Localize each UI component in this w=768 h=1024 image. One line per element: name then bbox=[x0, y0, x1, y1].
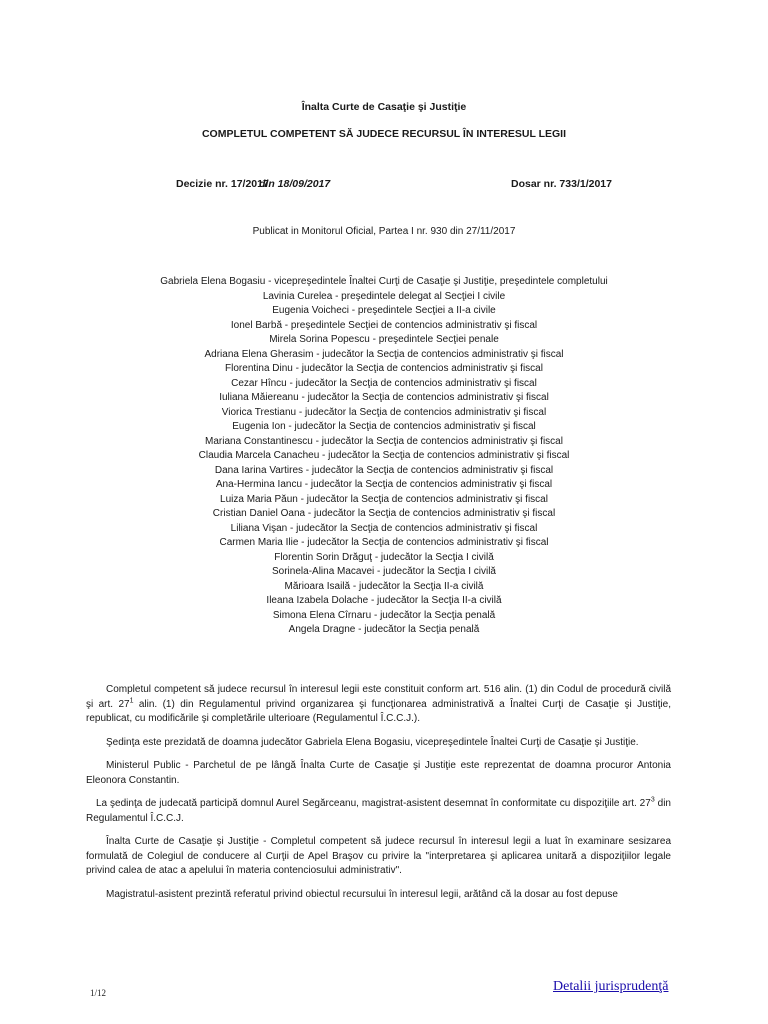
panel-member: Eugenia Ion - judecător la Secţia de contencios administrativ şi fiscal bbox=[232, 421, 536, 432]
panel-member: Claudia Marcela Canacheu - judecător la Secţia de contencios administrativ şi fiscal bbox=[198, 450, 570, 461]
paragraph-report: Magistratul-asistent prezintă referatul privind obiectul recursului în interesul legii, arătând că la dosar au fost depuse bbox=[106, 888, 618, 900]
paragraph-referral: Înalta Curte de Casaţie şi Justiţie - Completul competent să judece recursul în interesul legii a luat în examinare sesizarea formulată de Colegiul de conducere al Curţii de Apel Braşov cu privire la "interpretarea şi aplicarea unitară a dispoziţiilor legale privind calea de atac a apelului în materia contenciosului administrativ". bbox=[86, 836, 671, 876]
panel-member: Florentina Dinu - judecător la Secţia de contencios administrativ şi fiscal bbox=[225, 363, 543, 374]
decision-date: din 18/09/2017 bbox=[259, 178, 331, 190]
panel-member: Cristian Daniel Oana - judecător la Secţia de contencios administrativ şi fiscal bbox=[212, 508, 556, 519]
panel-member: Ileana Izabela Dolache - judecător la Secţia II-a civilă bbox=[266, 595, 502, 606]
paragraph-presiding: Şedinţa este prezidată de doamna judecător Gabriela Elena Bogasiu, vicepreşedintele Înaltei Curţi de Casaţie şi Justiţie. bbox=[106, 736, 639, 748]
dosar-number: Dosar nr. 733/1/2017 bbox=[511, 178, 612, 190]
panel-member: Dana Iarina Vartires - judecător la Secţia de contencios administrativ şi fiscal bbox=[214, 464, 554, 476]
panel-member: Cezar Hîncu - judecător la Secţia de contencios administrativ şi fiscal bbox=[231, 377, 537, 389]
paragraph-prosecutor: Ministerul Public - Parchetul de pe lângă Înalta Curte de Casaţie şi Justiţie este reprezentat de doamna procuror Antonia Eleonora Constantin. bbox=[86, 760, 671, 786]
panel-member: Ionel Barbă - preşedintele Secţiei de contencios administrativ şi fiscal bbox=[230, 319, 538, 331]
panel-member: Viorica Trestianu - judecător la Secţia de contencios administrativ şi fiscal bbox=[221, 406, 547, 418]
panel-member: Mărioara Isailă - judecător la Secţia II-a civilă bbox=[284, 580, 484, 592]
panel-member: Liliana Vişan - judecător la Secţia de contencios administrativ şi fiscal bbox=[230, 522, 538, 534]
court-name: Înalta Curte de Casaţie şi Justiţie bbox=[301, 101, 467, 113]
panel-member: Lavinia Curelea - preşedintele delegat al Secţiei I civile bbox=[262, 290, 506, 302]
panel-member: Sorinela-Alina Macavei - judecător la Secţia I civilă bbox=[272, 566, 496, 577]
panel-member: Adriana Elena Gherasim - judecător la Secţia de contencios administrativ şi fiscal bbox=[204, 348, 564, 360]
panel-member: Simona Elena Cîrnaru - judecător la Secţia penală bbox=[272, 609, 496, 621]
judges-panel bbox=[0, 275, 768, 638]
publication-note: Publicat in Monitorul Oficial, Partea I nr. 930 din 27/11/2017 bbox=[252, 226, 516, 237]
panel-title: COMPLETUL COMPETENT SĂ JUDECE RECURSUL ÎN INTERESUL LEGII bbox=[201, 128, 567, 140]
panel-member: Carmen Maria Ilie - judecător la Secţia de contencios administrativ şi fiscal bbox=[219, 537, 549, 548]
panel-member: Mariana Constantinescu - judecător la Secţia de contencios administrativ şi fiscal bbox=[205, 435, 563, 447]
panel-member: Gabriela Elena Bogasiu - vicepreşedintele Înaltei Curţi de Casaţie şi Justiţie, preşedintele completului bbox=[160, 276, 608, 287]
panel-member: Angela Dragne - judecător la Secţia penală bbox=[288, 624, 480, 635]
panel-member: Mirela Sorina Popescu - preşedintele Secţiei penale bbox=[269, 334, 499, 345]
paragraph-assistant: La şedinţa de judecată participă domnul Aurel Segărceanu, magistrat-asistent desemnat în conformitate cu dispoziţiile art. $27^3$ din Regulamentul Î.C.C.J. bbox=[86, 796, 671, 824]
panel-member: Luiza Maria Păun - judecător la Secţia de contencios administrativ şi fiscal bbox=[220, 493, 548, 505]
case-details-link[interactable]: Detalii jurisprudenţă bbox=[553, 979, 669, 994]
panel-member: Ana-Hermina Iancu - judecător la Secţia de contencios administrativ şi fiscal bbox=[215, 479, 553, 490]
panel-member: Florentin Sorin Drăguţ - judecător la Secţia I civilă bbox=[274, 551, 494, 563]
page-number: 1/12 bbox=[90, 988, 107, 998]
paragraph-composition: Completul competent să judece recursul în interesul legii este constituit conform art. 516 alin. (1) din Codul de procedură civilă şi art. $27^1$ alin. (1) din Regulamentul privind organizarea şi funcţionarea administrativă a Înaltei Curţi de Casaţie şi Justiţie, republicat, cu modificările şi completările ulterioare (Regulamentul Î.C.C.J.). bbox=[86, 684, 671, 724]
decision-body bbox=[86, 683, 671, 911]
panel-member: Eugenia Voicheci - preşedintele Secţiei a II-a civile bbox=[272, 305, 496, 316]
decision-number: Decizie nr. 17/2017 bbox=[176, 178, 269, 190]
panel-member: Iuliana Măiereanu - judecător la Secţia de contencios administrativ şi fiscal bbox=[219, 392, 549, 403]
